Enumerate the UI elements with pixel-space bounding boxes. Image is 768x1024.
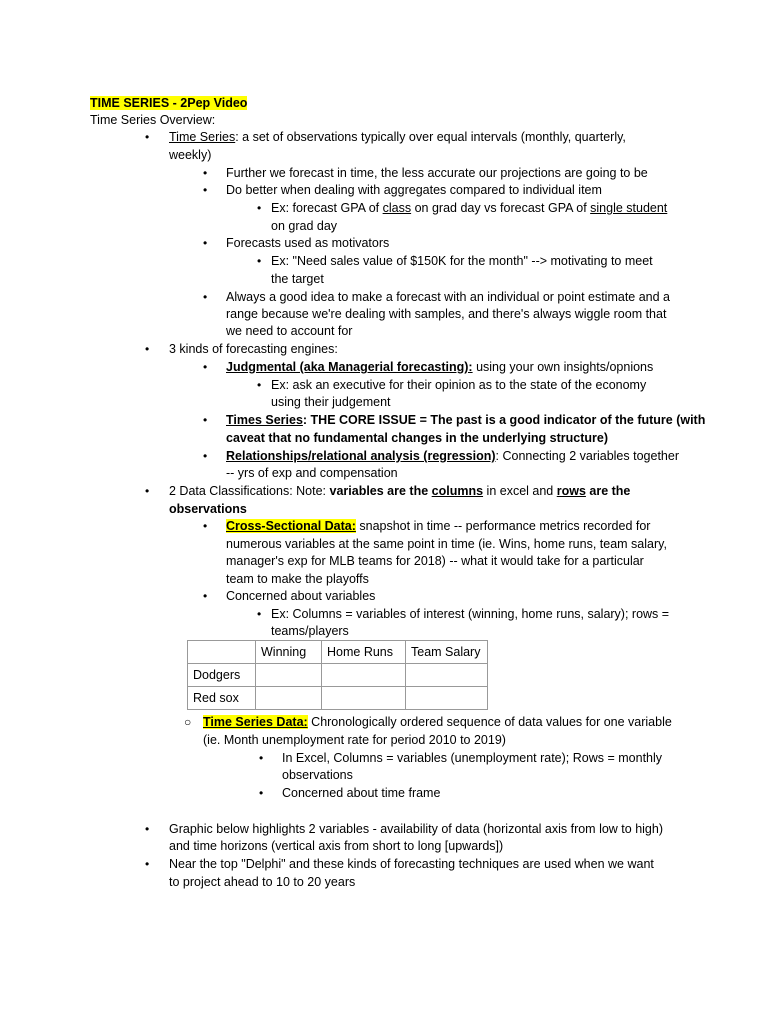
table-cell [322, 687, 406, 710]
list-item-cont: observations [282, 768, 353, 782]
list-item: Always a good idea to make a forecast with an individual or point estimate and a [226, 290, 671, 304]
table-row [188, 664, 488, 687]
bullet-icon: • [259, 786, 264, 800]
hollow-bullet-icon: ○ [184, 715, 192, 729]
list-item: Concerned about time frame [282, 786, 441, 800]
list-item: Cross-Sectional Data: snapshot in time -- performance metrics recorded for [226, 519, 651, 533]
list-item: 2 Data Classifications: Note: variables are the columns in excel and rows are the [169, 484, 631, 498]
list-item: Ex: "Need sales value of $150K for the month" --> motivating to meet [271, 254, 653, 268]
list-item: Further we forecast in time, the less accurate our projections are going to be [226, 166, 648, 180]
bullet-icon: • [145, 822, 150, 836]
list-item-cont: caveat that no fundamental changes in the underlying structure) [226, 431, 609, 445]
bullet-icon: • [145, 484, 150, 498]
table-header-cell: Home Runs [322, 641, 406, 664]
list-item: Time Series Data: Chronologically ordered sequence of data values for one variable [203, 715, 672, 729]
bullet-icon: • [257, 378, 262, 392]
bullet-icon: • [203, 166, 208, 180]
list-item-cont: observations [169, 502, 247, 516]
table-cell [406, 687, 488, 710]
table-header-row [188, 641, 488, 664]
list-item: 3 kinds of forecasting engines: [169, 342, 338, 356]
bullet-icon: • [203, 183, 208, 197]
list-item-cont: numerous variables at the same point in time (ie. Wins, home runs, team salary, [226, 537, 667, 551]
list-item: Near the top "Delphi" and these kinds of forecasting techniques are used when we want [169, 857, 654, 871]
list-item-cont: to project ahead to 10 to 20 years [169, 875, 356, 889]
document-title: TIME SERIES - 2Pep Video [90, 96, 248, 110]
table-row [188, 687, 488, 710]
table-header-cell: Winning [256, 641, 322, 664]
table-cell [256, 687, 322, 710]
bullet-icon: • [203, 449, 208, 463]
bullet-icon: • [203, 360, 208, 374]
list-item: Graphic below highlights 2 variables - availability of data (horizontal axis from low to high) [169, 822, 663, 836]
bullet-icon: • [145, 130, 150, 144]
list-item: Time Series: a set of observations typically over equal intervals (monthly, quarterly, [169, 130, 626, 144]
list-item: Forecasts used as motivators [226, 236, 390, 250]
list-item-cont: teams/players [271, 624, 349, 638]
list-item: Ex: ask an executive for their opinion as to the state of the economy [271, 378, 647, 392]
table-cell [406, 664, 488, 687]
data-table [187, 640, 488, 710]
list-item: In Excel, Columns = variables (unemployment rate); Rows = monthly [282, 751, 663, 765]
bullet-icon: • [203, 236, 208, 250]
bullet-icon: • [203, 290, 208, 304]
list-item-cont: and time horizons (vertical axis from short to long [upwards]) [169, 839, 504, 853]
table-cell: Dodgers [188, 664, 256, 687]
table-cell: Red sox [188, 687, 256, 710]
list-item: Do better when dealing with aggregates compared to individual item [226, 183, 602, 197]
list-item: Relationships/relational analysis (regression): Connecting 2 variables together [226, 449, 679, 463]
list-item-cont: range because we're dealing with samples, and there's always wiggle room that [226, 307, 667, 321]
list-item-cont: the target [271, 272, 324, 286]
list-item: Concerned about variables [226, 589, 376, 603]
table-header-cell: Team Salary [406, 641, 488, 664]
list-item-cont: we need to account for [226, 324, 353, 338]
table-header-cell [188, 641, 256, 664]
list-item-cont: manager's exp for MLB teams for 2018) -- what it would take for a particular [226, 554, 644, 568]
bullet-icon: • [257, 607, 262, 621]
list-item-cont: -- yrs of exp and compensation [226, 466, 398, 480]
bullet-icon: • [257, 254, 262, 268]
list-item-cont: using their judgement [271, 395, 391, 409]
list-item-cont: team to make the playoffs [226, 572, 369, 586]
bullet-icon: • [203, 519, 208, 533]
list-item-cont: on grad day [271, 219, 338, 233]
bullet-icon: • [145, 342, 150, 356]
list-item: Times Series: THE CORE ISSUE = The past is a good indicator of the future (with [226, 413, 706, 427]
list-item-cont: weekly) [169, 148, 212, 162]
list-item-cont: (ie. Month unemployment rate for period 2010 to 2019) [203, 733, 506, 747]
section-heading: Time Series Overview: [90, 113, 216, 127]
table-cell [256, 664, 322, 687]
bullet-icon: • [145, 857, 150, 871]
bullet-icon: • [203, 413, 208, 427]
bullet-icon: • [203, 589, 208, 603]
bullet-icon: • [257, 201, 262, 215]
list-item: Ex: Columns = variables of interest (winning, home runs, salary); rows = [271, 607, 670, 621]
list-item: Judgmental (aka Managerial forecasting): using your own insights/opnions [226, 360, 654, 374]
list-item: Ex: forecast GPA of class on grad day vs forecast GPA of single student [271, 201, 668, 215]
bullet-icon: • [259, 751, 264, 765]
table-cell [322, 664, 406, 687]
